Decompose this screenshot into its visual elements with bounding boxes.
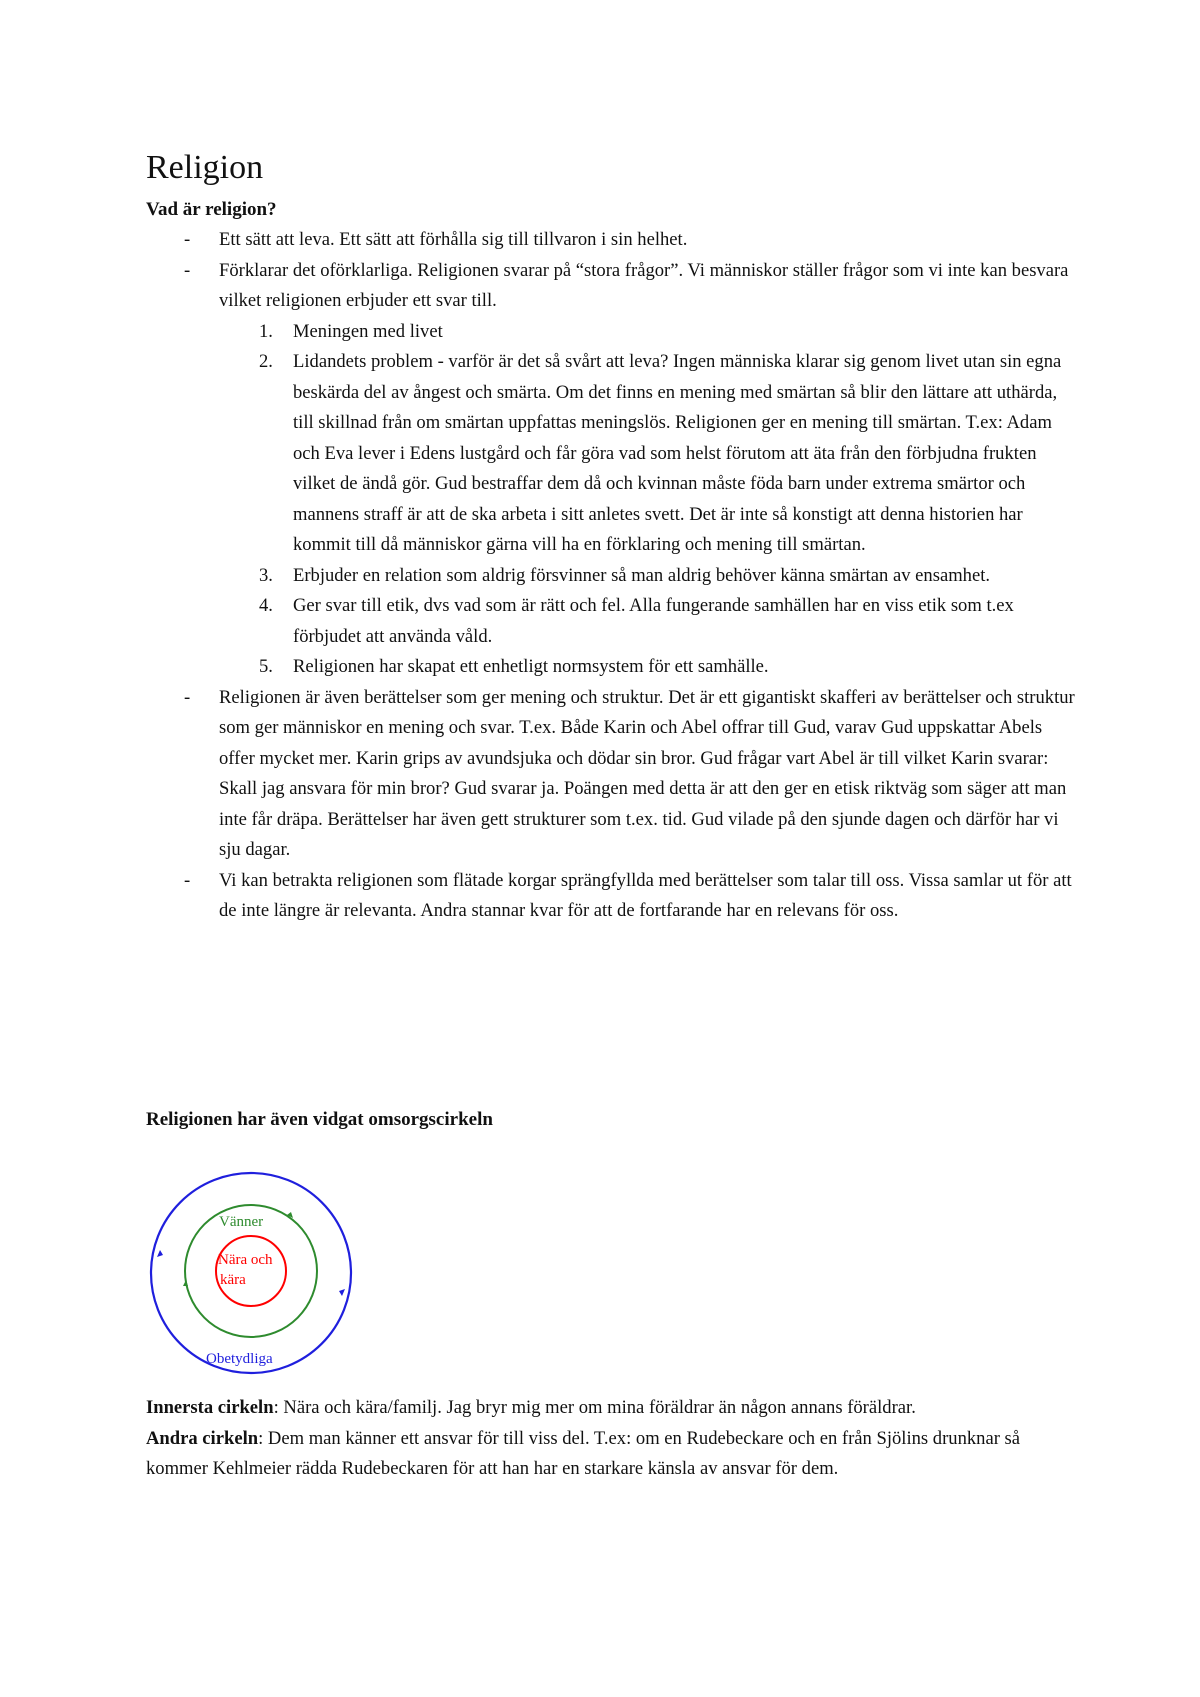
list-item (146, 256, 1076, 683)
list-item-text: Religionen är även berättelser som ger mening och struktur. Det är ett gigantiskt skafferi av berättelser och struktur som ger människor en mening och svar. T.ex. Både Karin och Abel offrar till Gud, varav Gud uppskattar Abels offer mycket mer. Karin grips av avundsjuka och dödar sin bror. Gud frågar vart Abel är till vilket Karin svarar: Skall jag ansvara för min bror? Gud svarar ja. Poängen med detta är att den ger en etisk riktväg som säger att man inte får dräpa. Berättelser har även gett strukturer som t.ex. tid. Gud vilade på den sjunde dagen och därför har vi sju dagar. (219, 686, 1075, 860)
circle-definitions (146, 1393, 1066, 1485)
definition-term: Innersta cirkeln (146, 1397, 274, 1418)
numbered-item-text: Ger svar till etik, dvs vad som är rätt och fel. Alla fungerande samhällen har en viss etik som t.ex förbjudet att använda våld. (293, 595, 1014, 647)
bullet-marker: - (184, 229, 191, 250)
page-title: Religion (146, 149, 264, 186)
arrow-marker-outer-right (339, 1289, 345, 1296)
inner-circle (216, 1236, 286, 1306)
numbered-item (219, 347, 1076, 561)
numbered-list (219, 317, 1076, 683)
definition-text: : Dem man känner ett ansvar för till viss del. T.ex: om en Rudebeckare och en från Sjölins drunknar så kommer Kehlmeier rädda Rudebeckaren för att han har en starkare känsla av ansvar för dem. (146, 1427, 1021, 1479)
list-item-text: Förklarar det oförklarliga. Religionen svarar på “stora frågor”. Vi människor ställer frågor som vi inte kan besvara vilket religionen erbjuder ett svar till. (219, 259, 1069, 311)
label-obetydliga: Obetydliga (206, 1351, 273, 1367)
document-body (146, 225, 1076, 927)
bullet-marker: - (184, 869, 191, 891)
numbered-item-text: Lidandets problem - varför är det så svårt att leva? Ingen människa klarar sig genom livet utan sin egna beskärda del av ångest och smärta. Om det finns en mening med smärtan så blir den lättare att uthärda, till skillnad från om smärtan uppfattas meningslös. Religionen ger en mening till smärtan. T.ex: Adam och Eva lever i Edens lustgård och får göra vad som helst förutom att äta från den förbjudna frukten vilket de ändå gör. Gud bestraffar dem då och kvinnan måste föda barn under extrema smärtor och mannens straff är att de ska arbeta i sitt anletes svett. Det är inte så konstigt att denna historien har kommit till då människor gärna vill ha en förklaring och mening till smärtan. (293, 351, 1062, 555)
number-marker: 2. (259, 351, 273, 372)
definition-paragraph (146, 1424, 1066, 1485)
list-item (146, 683, 1076, 866)
definition-text: : Nära och kära/familj. Jag bryr mig mer om mina föräldrar än någon annans föräldrar. (273, 1397, 916, 1418)
list-item-text: Vi kan betrakta religionen som flätade korgar sprängfyllda med berättelser som talar till oss. Vissa samlar ut för att de inte längre är relevanta. Andra stannar kvar för att de fortfarande har en relevans för oss. (219, 869, 1072, 921)
label-nara-och: Nära och (218, 1252, 273, 1268)
outer-circle (151, 1173, 351, 1373)
section-heading-care-circle: Religionen har även vidgat omsorgscirkeln (146, 1109, 493, 1130)
numbered-item (219, 317, 1076, 348)
numbered-item (219, 591, 1076, 652)
number-marker: 4. (259, 595, 273, 616)
numbered-item-text: Erbjuder en relation som aldrig försvinner så man aldrig behöver känna smärtan av ensamhet. (293, 564, 991, 586)
bullet-marker: - (184, 259, 191, 281)
list-item-text: Ett sätt att leva. Ett sätt att förhålla sig till tillvaron i sin helhet. (219, 229, 688, 250)
care-circle-diagram (146, 1168, 356, 1378)
number-marker: 1. (259, 320, 273, 342)
number-marker: 3. (259, 564, 273, 586)
bullet-list (146, 225, 1076, 927)
list-item (146, 866, 1076, 927)
label-vanner: Vänner (219, 1214, 264, 1230)
definition-paragraph (146, 1393, 1066, 1424)
arrow-marker-outer-left (157, 1250, 163, 1257)
bullet-marker: - (184, 686, 191, 708)
numbered-item (219, 652, 1076, 683)
number-marker: 5. (259, 656, 273, 677)
numbered-item-text: Religionen har skapat ett enhetligt normsystem för ett samhälle. (293, 656, 769, 677)
section-heading: Vad är religion? (146, 199, 277, 220)
list-item (146, 225, 1076, 256)
definition-term: Andra cirkeln (146, 1427, 259, 1449)
label-kara: kära (220, 1272, 246, 1288)
numbered-item-text: Meningen med livet (293, 320, 443, 342)
numbered-item (219, 561, 1076, 592)
